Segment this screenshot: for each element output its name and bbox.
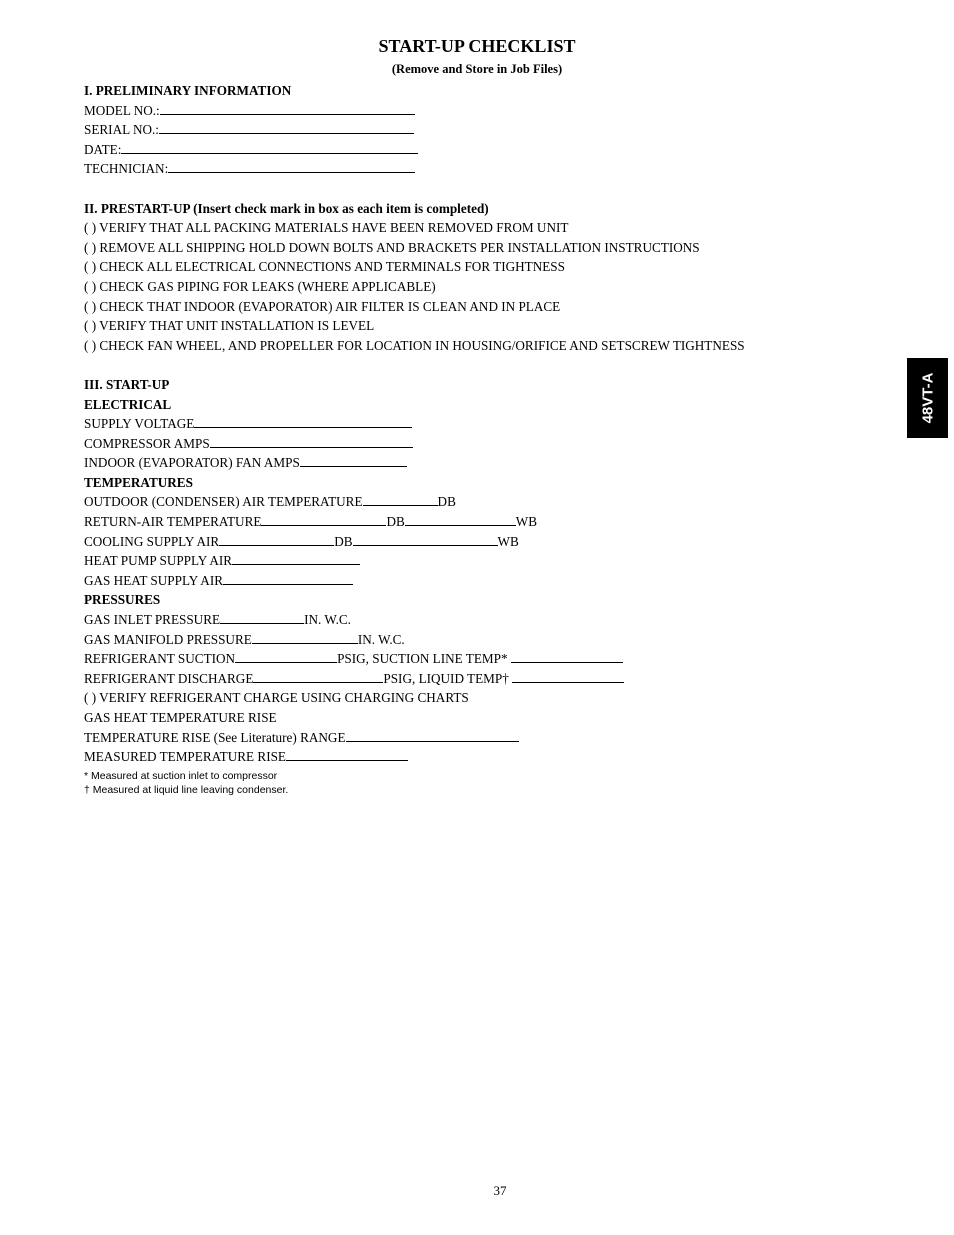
compressor-amps-row [84,434,884,454]
db-unit: DB [437,494,456,510]
page-subtitle: (Remove and Store in Job Files) [391,62,563,76]
section-preliminary-heading: I. PRELIMINARY INFORMATION [84,83,292,98]
footnote-suction: * Measured at suction inlet to compressor [84,769,278,782]
cooling-supply-wb-blank[interactable] [353,532,498,546]
heat-pump-supply-label: HEAT PUMP SUPPLY AIR [84,553,233,569]
fan-amps-label: INDOOR (EVAPORATOR) FAN AMPS [84,455,300,471]
temp-rise-range-label: TEMPERATURE RISE (See Literature) RANGE [84,729,346,745]
return-air-label: RETURN-AIR TEMPERATURE [84,514,262,530]
compressor-amps-blank[interactable] [210,434,413,448]
temp-rise-range-row [84,728,884,748]
supply-voltage-blank[interactable] [194,414,412,428]
prestart-item[interactable]: ( ) CHECK ALL ELECTRICAL CONNECTIONS AND TERMINALS FOR TIGHTNESS [84,259,565,275]
supply-voltage-label: SUPPLY VOLTAGE [84,416,195,432]
model-field-row [84,101,884,121]
outdoor-air-db-blank[interactable] [363,492,438,506]
temperatures-heading: TEMPERATURES [84,474,193,490]
gas-manifold-row [84,630,884,650]
heat-pump-supply-blank[interactable] [232,551,360,565]
return-air-db-blank[interactable] [261,512,386,526]
outdoor-air-label: OUTDOOR (CONDENSER) AIR TEMPERATURE [84,494,363,510]
heat-pump-supply-row [84,551,884,571]
footnote-liquid: † Measured at liquid line leaving condenser. [84,783,289,796]
suction-line-temp-label: PSIG, SUCTION LINE TEMP* [337,651,508,667]
refrigerant-discharge-row [84,669,884,689]
refrigerant-suction-label: REFRIGERANT SUCTION [84,651,236,667]
page-number: 37 [493,1183,507,1198]
fan-amps-blank[interactable] [300,453,407,467]
outdoor-air-row [84,492,884,512]
supply-voltage-row [84,414,884,434]
gas-manifold-blank[interactable] [252,630,358,644]
section-startup-heading: III. START-UP [84,376,170,392]
electrical-heading: ELECTRICAL [84,396,172,412]
gas-inlet-row [84,610,884,630]
prestart-item[interactable]: ( ) CHECK FAN WHEEL, AND PROPELLER FOR LOCATION IN HOUSING/ORIFICE AND SETSCREW TIGHTNESS [84,337,745,353]
technician-label: TECHNICIAN: [84,161,169,177]
in-wc-unit: IN. W.C. [304,612,351,628]
section-prestart-heading: II. PRESTART-UP (Insert check mark in box as each item is completed) [84,200,489,216]
gas-heat-supply-blank[interactable] [223,571,353,585]
cooling-supply-row [84,532,884,552]
suction-psig-blank[interactable] [235,649,337,663]
serial-label: SERIAL NO.: [84,122,159,138]
fan-amps-row [84,453,884,473]
db-unit: DB [334,533,353,549]
cooling-supply-label: COOLING SUPPLY AIR [84,533,220,549]
cooling-supply-db-blank[interactable] [219,532,334,546]
technician-blank[interactable] [168,159,415,173]
compressor-amps-label: COMPRESSOR AMPS [84,435,210,451]
pressures-heading: PRESSURES [84,592,161,608]
gas-heat-rise-label: GAS HEAT TEMPERATURE RISE [84,710,277,725]
return-air-wb-blank[interactable] [405,512,516,526]
model-side-tab [907,358,948,438]
prestart-item[interactable]: ( ) CHECK THAT INDOOR (EVAPORATOR) AIR FILTER IS CLEAN AND IN PLACE [84,298,561,314]
liquid-temp-blank[interactable] [512,669,624,683]
suction-temp-blank[interactable] [511,649,623,663]
discharge-psig-blank[interactable] [253,669,383,683]
technician-field-row [84,159,884,179]
wb-unit: WB [497,533,519,549]
gas-heat-supply-label: GAS HEAT SUPPLY AIR [84,572,224,588]
refrigerant-suction-row [84,649,884,669]
gas-manifold-label: GAS MANIFOLD PRESSURE [84,631,252,647]
in-wc-unit: IN. W.C. [357,631,405,647]
gas-heat-supply-row [84,571,884,591]
model-blank[interactable] [160,101,415,115]
model-side-tab-label: 48VT-A [919,372,936,424]
db-unit: DB [386,514,405,530]
date-blank[interactable] [121,140,418,154]
date-label: DATE: [84,141,122,157]
prestart-item[interactable]: ( ) CHECK GAS PIPING FOR LEAKS (WHERE APPLICABLE) [84,278,436,294]
measured-rise-row [84,747,884,767]
page-title: START-UP CHECKLIST [378,36,576,56]
verify-charge-item[interactable]: ( ) VERIFY REFRIGERANT CHARGE USING CHARGING CHARTS [84,690,469,706]
serial-blank[interactable] [159,120,414,134]
measured-rise-label: MEASURED TEMPERATURE RISE [84,749,286,765]
prestart-item[interactable]: ( ) REMOVE ALL SHIPPING HOLD DOWN BOLTS AND BRACKETS PER INSTALLATION INSTRUCTIONS [84,239,700,255]
liquid-temp-label: PSIG, LIQUID TEMP† [383,670,509,686]
prestart-item[interactable]: ( ) VERIFY THAT UNIT INSTALLATION IS LEVEL [84,318,375,334]
wb-unit: WB [515,514,538,530]
temp-rise-range-blank[interactable] [346,728,519,742]
measured-rise-blank[interactable] [286,747,408,761]
model-label: MODEL NO.: [84,102,160,118]
refrigerant-discharge-label: REFRIGERANT DISCHARGE [84,670,254,686]
return-air-row [84,512,884,532]
serial-field-row [84,120,884,140]
checklist-body [84,81,884,797]
gas-inlet-blank[interactable] [220,610,304,624]
date-field-row [84,140,884,160]
prestart-item[interactable]: ( ) VERIFY THAT ALL PACKING MATERIALS HAVE BEEN REMOVED FROM UNIT [84,220,569,236]
gas-inlet-label: GAS INLET PRESSURE [84,612,221,628]
